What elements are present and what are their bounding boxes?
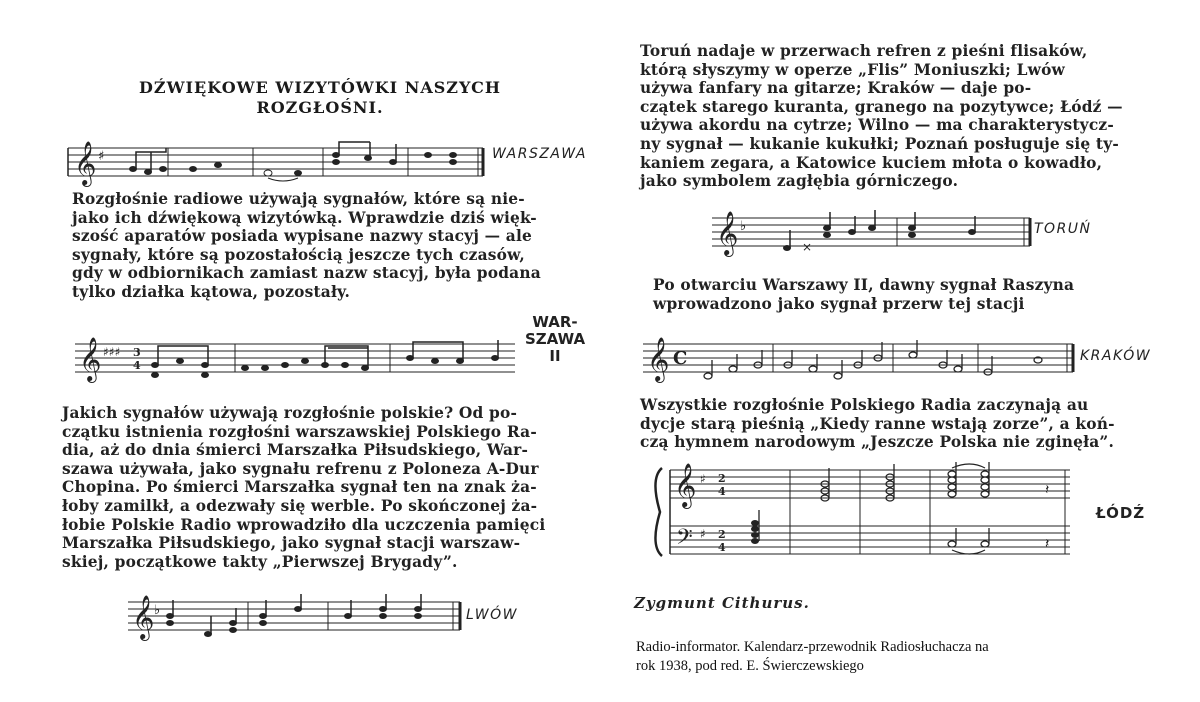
right-paragraph-1 xyxy=(640,42,1160,191)
svg-text:𝄞: 𝄞 xyxy=(647,337,670,381)
text-line: Jakich sygnałów używają rozgłośnie polskie? Od po- xyxy=(62,404,518,422)
svg-text:𝄞: 𝄞 xyxy=(674,463,697,507)
svg-text:♯: ♯ xyxy=(98,149,105,164)
text-line: Toruń nadaje w przerwach refren z pieśni flisaków, xyxy=(640,42,1088,60)
music-staff-lwow xyxy=(128,594,460,642)
text-line: dycje starą pieśnią „Kiedy ranne wstają zorze”, a koń- xyxy=(640,414,1115,433)
text-line: tylko działka kątowa, pozostały. xyxy=(72,282,351,301)
text-line: łobie Polskie Radio wprowadziło dla uczczenia pamięci xyxy=(62,515,546,534)
svg-text:4: 4 xyxy=(133,359,141,372)
text-line: Wszystkie rozgłośnie Polskiego Radia zaczynają au xyxy=(640,396,1089,414)
svg-text:𝄽: 𝄽 xyxy=(1045,536,1050,552)
svg-text:𝄞: 𝄞 xyxy=(132,595,155,639)
station-label-lwow: LWÓW xyxy=(466,607,518,623)
music-staff-krakow xyxy=(643,336,1073,382)
source-caption xyxy=(636,638,1136,676)
music-staff-warszawa xyxy=(68,140,488,188)
svg-text:2: 2 xyxy=(718,528,726,541)
svg-text:♯♯♯: ♯♯♯ xyxy=(103,345,121,359)
left-paragraph-2 xyxy=(62,404,577,571)
text-line: Po otwarciu Warszawy II, dawny sygnał Raszyna xyxy=(653,276,1075,294)
label-line: WAR- xyxy=(532,313,578,331)
station-label-torun: TORUŃ xyxy=(1034,221,1092,237)
music-grand-staff-lodz xyxy=(640,458,1070,568)
svg-text:♭: ♭ xyxy=(154,603,161,618)
text-line: gdy w odbiornikach zamiast nazw stacyj, była podana xyxy=(72,264,541,283)
text-line: używa fanfary na gitarze; Kraków — daje po- xyxy=(640,79,1032,98)
station-label-warszawa-ii xyxy=(525,314,585,365)
text-line: Marszałka Piłsudskiego, jako sygnał stacji warszaw- xyxy=(62,534,521,553)
text-line: kaniem zegara, a Katowice kuciem młota o kowadło, xyxy=(640,153,1103,172)
text-line: czątek starego kuranta, granego na pozytywce; Łódź — xyxy=(640,97,1123,116)
svg-text:♭: ♭ xyxy=(740,219,747,234)
svg-text:2: 2 xyxy=(718,472,726,485)
svg-text:4: 4 xyxy=(718,541,726,554)
svg-text:×: × xyxy=(802,240,813,254)
text-line: jako symbolem zagłębia górniczego. xyxy=(640,172,959,191)
svg-text:♯: ♯ xyxy=(700,472,706,486)
text-line: szość aparatów posiada wypisane nazwy stacyj — ale xyxy=(72,227,533,246)
text-line: szawa używała, jako sygnału refrenu z Poloneza A-Dur xyxy=(62,459,539,478)
text-line: skiej, początkowe takty „Pierwszej Brygady”. xyxy=(62,552,458,571)
station-label-krakow: KRAKÓW xyxy=(1080,348,1152,364)
svg-text:𝄞: 𝄞 xyxy=(716,211,739,255)
text-line: czą hymnem narodowym „Jeszcze Polska nie zginęła”. xyxy=(640,433,1115,452)
station-label-warszawa: WARSZAWA xyxy=(492,146,587,162)
music-staff-torun xyxy=(712,210,1030,256)
text-line: Chopina. Po śmierci Marszałka sygnał ten na znak ża- xyxy=(62,478,537,497)
svg-text:𝄞: 𝄞 xyxy=(74,141,97,185)
svg-text:C: C xyxy=(673,348,688,369)
text-line: dia, aż do dnia śmierci Marszałka Piłsudskiego, War- xyxy=(62,441,529,460)
text-line: którą słyszymy w operze „Flis” Moniuszki; Lwów xyxy=(640,60,1065,79)
text-line: ny sygnał — kukanie kukułki; Poznań posługuje się ty- xyxy=(640,134,1119,153)
title-line-2: ROZGŁOŚNI. xyxy=(256,98,384,117)
text-line: używa akordu na cytrze; Wilno — ma charakterystycz- xyxy=(640,116,1114,135)
text-line: łoby zamilkł, a odezwały się werble. Po skończonej ża- xyxy=(62,496,538,515)
text-line: jako ich dźwiękową wizytówką. Wprawdzie dziś więk- xyxy=(72,208,537,227)
svg-text:𝄞: 𝄞 xyxy=(79,337,102,381)
title-line-1: DŹWIĘKOWE WIZYTÓWKI NASZYCH xyxy=(139,78,501,97)
right-paragraph-2 xyxy=(653,276,1163,313)
right-paragraph-3 xyxy=(640,396,1155,452)
label-line: II xyxy=(549,347,561,365)
label-line: SZAWA xyxy=(525,330,586,348)
svg-text:4: 4 xyxy=(718,485,726,498)
svg-text:♯: ♯ xyxy=(700,527,706,541)
svg-text:3: 3 xyxy=(133,346,141,359)
svg-text:𝄢: 𝄢 xyxy=(676,525,693,555)
caption-line: rok 1938, pod red. E. Świerczewskiego xyxy=(636,658,864,674)
text-line: Rozgłośnie radiowe używają sygnałów, które są nie- xyxy=(72,190,525,208)
music-staff-warszawa-ii xyxy=(75,334,515,384)
svg-text:𝄽: 𝄽 xyxy=(1045,482,1050,498)
caption-line: Radio-informator. Kalendarz-przewodnik Radiosłuchacza na xyxy=(636,639,989,655)
text-line: wprowadzono jako sygnał przerw tej stacji xyxy=(653,294,1025,313)
left-paragraph-1 xyxy=(72,190,577,302)
article-title xyxy=(60,78,580,118)
station-label-lodz: ŁÓDŹ xyxy=(1096,504,1146,522)
text-line: sygnały, które są pozostałością jeszcze tych czasów, xyxy=(72,245,525,264)
text-line: czątku istnienia rozgłośni warszawskiej Polskiego Ra- xyxy=(62,422,537,441)
author-signature: Zygmunt Cithurus. xyxy=(634,594,810,612)
